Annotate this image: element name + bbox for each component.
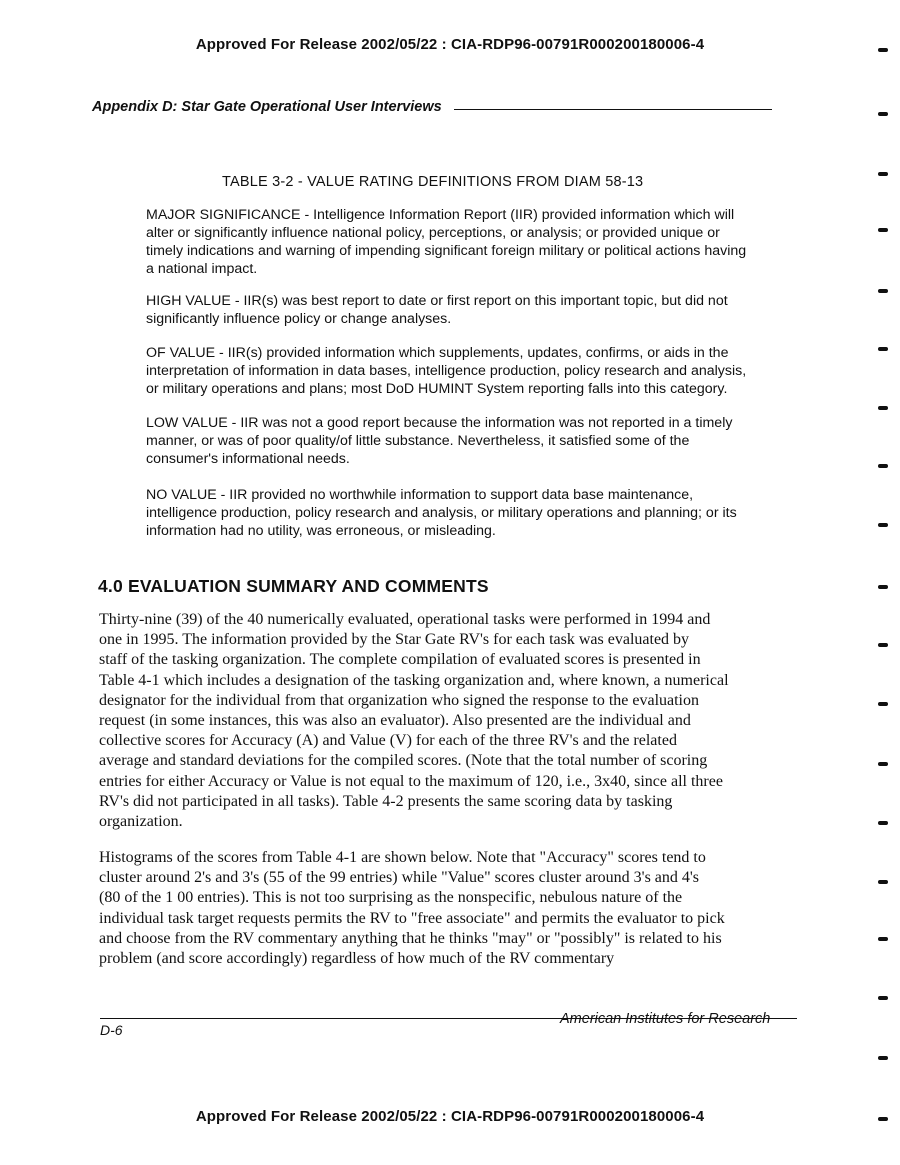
paragraph-line: designator for the individual from that organization who signed the response to the evaluation <box>99 691 699 709</box>
binding-margin-mark <box>878 821 888 825</box>
page-number: D-6 <box>100 1022 123 1038</box>
binding-margin-mark <box>878 762 888 766</box>
paragraph-line: one in 1995. The information provided by the Star Gate RV's for each task was evaluated by <box>99 631 690 649</box>
footer-organization: American Institutes for Research <box>560 1011 771 1027</box>
definition-line: information had no utility, was erroneous, or misleading. <box>146 523 496 539</box>
paragraph-line: problem (and score accordingly) regardless of how much of the RV commentary <box>99 950 615 968</box>
release-banner-top: Approved For Release 2002/05/22 : CIA-RDP96-00791R000200180006-4 <box>195 36 705 53</box>
definition-line: or military operations and plans; most DoD HUMINT System reporting falls into this category. <box>146 381 728 397</box>
binding-margin-mark <box>878 48 888 52</box>
body-paragraph <box>99 610 799 832</box>
paragraph-line: RV's did not participated in all tasks). Table 4-2 presents the same scoring data by tasking <box>99 792 673 810</box>
definition-line: interpretation of information in data bases, intelligence production, policy research and analysis, <box>146 363 747 379</box>
running-header <box>92 99 772 115</box>
definition-line: a national impact. <box>146 261 258 277</box>
definition-line: MAJOR SIGNIFICANCE - Intelligence Information Report (IIR) provided information which will <box>146 207 735 223</box>
binding-margin-mark <box>878 523 888 527</box>
definition-line: consumer's informational needs. <box>146 451 350 467</box>
paragraph-line: Histograms of the scores from Table 4-1 are shown below. Note that "Accuracy" scores tend to <box>99 849 706 866</box>
binding-margin-mark <box>878 228 888 232</box>
definition-line: alter or significantly influence national policy, perceptions, or analysis; or provided unique or <box>146 225 720 241</box>
release-banner-bottom: Approved For Release 2002/05/22 : CIA-RDP96-00791R000200180006-4 <box>195 1108 705 1125</box>
paragraph-line: organization. <box>99 813 183 831</box>
section-heading: 4.0 EVALUATION SUMMARY AND COMMENTS <box>98 576 489 596</box>
definition-line: NO VALUE - IIR provided no worthwhile information to support data base maintenance, <box>146 487 694 503</box>
paragraph-line: cluster around 2's and 3's (55 of the 99 entries) while "Value" scores cluster around 3's and 4's <box>99 869 699 887</box>
binding-margin-mark <box>878 172 888 176</box>
paragraph-line: Thirty-nine (39) of the 40 numerically evaluated, operational tasks were performed in 1994 and <box>99 611 711 628</box>
definition-line: HIGH VALUE - IIR(s) was best report to date or first report on this important topic, but did not <box>146 293 728 309</box>
body-paragraph <box>99 848 799 969</box>
binding-margin-mark <box>878 996 888 1000</box>
binding-margin-mark <box>878 643 888 647</box>
definition-no-value <box>146 486 796 540</box>
binding-margin-mark <box>878 937 888 941</box>
table-title: TABLE 3-2 - VALUE RATING DEFINITIONS FROM DIAM 58-13 <box>222 174 644 190</box>
paragraph-line: staff of the tasking organization. The complete compilation of evaluated scores is presented in <box>99 651 701 669</box>
binding-margin-mark <box>878 289 888 293</box>
running-header-rule <box>454 109 772 110</box>
binding-margin-mark <box>878 702 888 706</box>
definition-of-value <box>146 344 796 398</box>
definition-line: significantly influence policy or change analyses. <box>146 311 452 327</box>
definition-line: LOW VALUE - IIR was not a good report because the information was not reported in a timely <box>146 415 733 431</box>
definition-high-value <box>146 292 796 328</box>
paragraph-line: request (in some instances, this was also an evaluator). Also presented are the individual and <box>99 712 691 730</box>
binding-margin-mark <box>878 112 888 116</box>
paragraph-line: average and standard deviations for the compiled scores. (Note that the total number of scoring <box>99 752 708 770</box>
binding-margin-mark <box>878 585 888 589</box>
binding-margin-mark <box>878 347 888 351</box>
paragraph-line: and choose from the RV commentary anything that he thinks "may" or "possibly" is related to his <box>99 929 722 947</box>
definition-line: intelligence production, policy research and analysis, or military operations and planning; or its <box>146 505 737 521</box>
definition-low-value <box>146 414 796 468</box>
definition-line: OF VALUE - IIR(s) provided information which supplements, updates, confirms, or aids in the <box>146 345 729 361</box>
definition-major-significance <box>146 206 796 278</box>
paragraph-line: (80 of the 1 00 entries). This is not too surprising as the nonspecific, nebulous nature of the <box>99 889 683 907</box>
paragraph-line: collective scores for Accuracy (A) and Value (V) for each of the three RV's and the related <box>99 732 677 750</box>
paragraph-line: entries for either Accuracy or Value is not equal to the maximum of 120, i.e., 3x40, since all three <box>99 772 723 790</box>
definition-line: timely indications and warning of impending significant foreign military or political actions having <box>146 243 747 259</box>
binding-margin-mark <box>878 406 888 410</box>
binding-margin-mark <box>878 464 888 468</box>
definition-line: manner, or was of poor quality/of little substance. Nevertheless, it satisfied some of the <box>146 433 690 449</box>
running-header-text: Appendix D: Star Gate Operational User Interviews <box>92 99 442 115</box>
binding-margin-mark <box>878 1056 888 1060</box>
binding-margin-mark <box>878 880 888 884</box>
paragraph-line: Table 4-1 which includes a designation of the tasking organization and, where known, a numerical <box>99 671 729 689</box>
paragraph-line: individual task target requests permits the RV to "free associate" and permits the evaluator to pick <box>99 909 725 927</box>
